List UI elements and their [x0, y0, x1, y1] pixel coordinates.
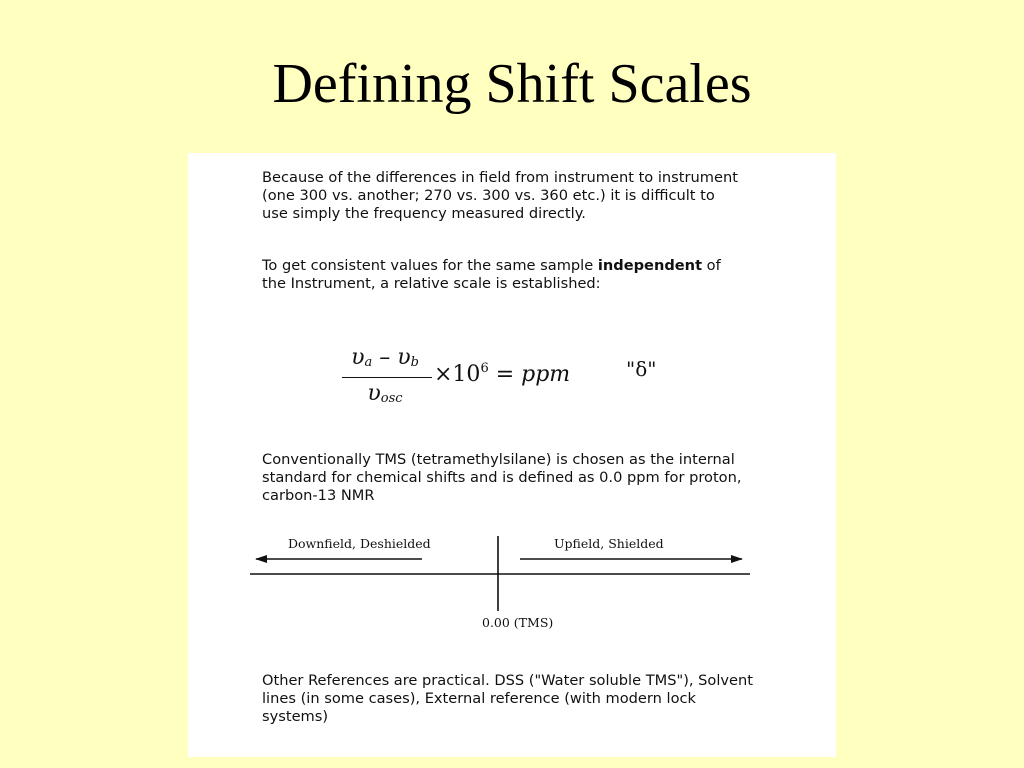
formula-fraction-bar	[342, 377, 432, 378]
paragraph-tms-standard: Conventionally TMS (tetramethylsilane) is chosen as the internal standard for chemical shifts and is defined as 0.0 ppm for proton, carbon-13 NMR	[262, 451, 742, 504]
formula-denominator	[338, 381, 432, 406]
formula-exponent: 6	[480, 361, 489, 376]
paragraph-other-references: Other References are practical. DSS ("Water soluble TMS"), Solvent lines (in some cases), External reference (with modern lock systems)	[262, 672, 753, 725]
paragraph-field-differences: Because of the differences in field from instrument to instrument (one 300 vs. another; 270 vs. 300 vs. 360 etc.) it is difficult to use simply the frequency measured directly.	[262, 169, 738, 222]
formula-nu-osc: υ	[367, 381, 381, 406]
formula-nu-a: υ	[351, 345, 365, 370]
paragraph-relative-scale	[262, 257, 722, 293]
formula-sub-b: b	[410, 355, 419, 370]
upfield-label: Upfield, Shielded	[554, 536, 664, 551]
shift-scale-diagram	[250, 533, 754, 643]
paragraph-relative-scale-bold: independent	[597, 257, 703, 274]
formula-delta-symbol: "δ"	[626, 357, 657, 381]
formula-right-side	[434, 361, 570, 387]
chemical-shift-formula	[338, 343, 688, 413]
downfield-label: Downfield, Deshielded	[288, 536, 431, 551]
formula-times: ×10	[434, 362, 481, 387]
slide-title: Defining Shift Scales	[272, 53, 752, 115]
formula-sub-a: a	[364, 355, 373, 370]
tms-zero-label: 0.00 (TMS)	[482, 615, 554, 630]
formula-numerator	[338, 345, 432, 370]
paragraph-relative-scale-start: To get consistent values for the same sample	[262, 257, 598, 274]
paragraph-relative-scale-end: of the Instrument, a relative scale is established:	[262, 257, 721, 292]
formula-equals: =	[488, 362, 522, 387]
formula-ppm: ppm	[521, 362, 571, 387]
formula-nu-b: υ	[397, 345, 411, 370]
formula-sub-osc: osc	[380, 391, 403, 406]
scanned-document-panel	[188, 153, 836, 757]
formula-minus: –	[372, 345, 398, 370]
